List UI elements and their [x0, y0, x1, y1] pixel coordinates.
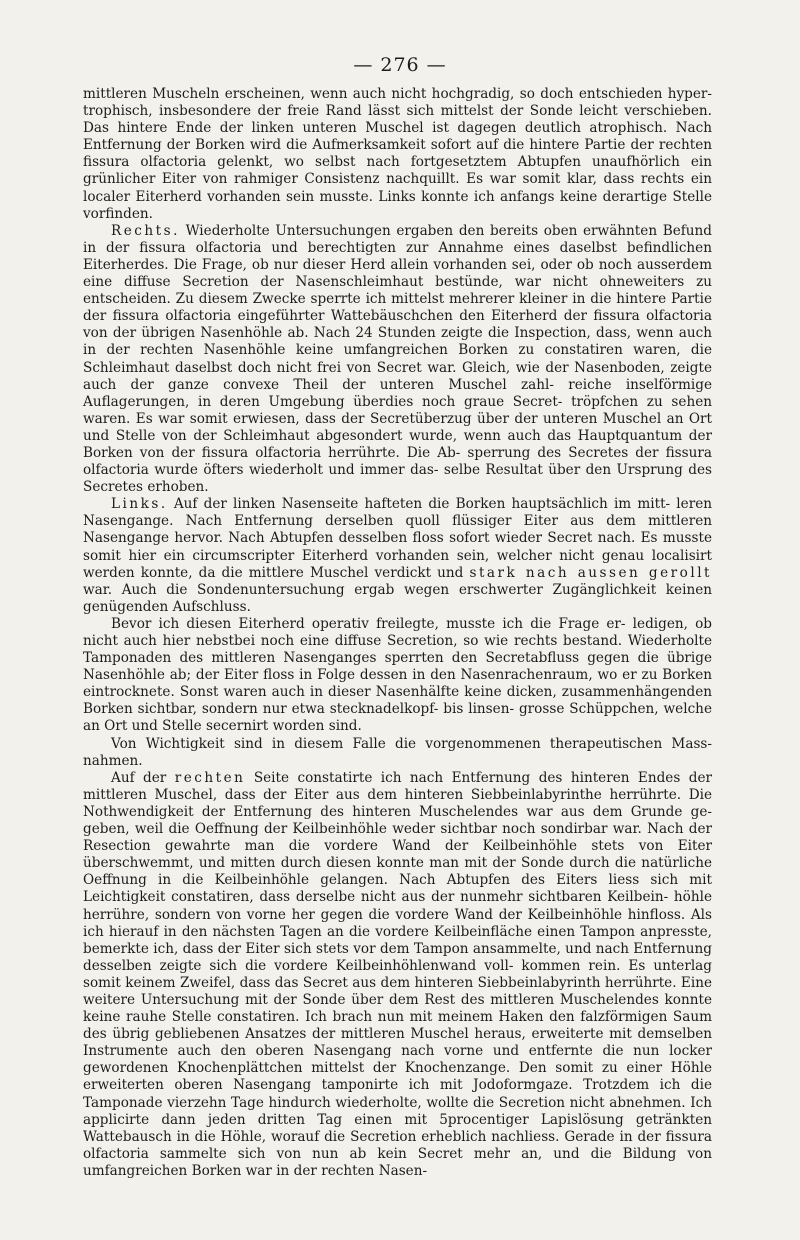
paragraph-bevor: Bevor ich diesen Eiterherd operativ freilegte, musste ich die Frage er- ledigen, ob nicht auch hier nebstbei noch eine diffuse Secretion, so wie rechts bestand. Wiederholte Tamponaden des mittleren Nasenganges sperrten den Secretabfluss gegen die übrige Nasenhöhle ab; der Eiter floss in Folge dessen in den Nasenrachenraum, wo er zu Borken eintrocknete. Sonst waren auch in dieser Nasenhälfte keine dicken, zusammenhängenden Borken sichtbar, sondern nur etwa stecknadelkopf- bis linsen- grosse Schüppchen, welche an Ort und Stelle secernirt worden sind.: [83, 615, 712, 735]
paragraph-rechts-text: Wiederholte Untersuchungen ergaben den bereits oben erwähnten Befund in der fissura olfactoria und berechtigten zur Annahme eines daselbst befindlichen Eiterherdes. Die Frage, ob nur dieser Herd allein vorhanden sei, oder ob noch ausserdem eine diffuse Secretion der Nasenschleimhaut bestünde, war nicht ohneweiters zu entscheiden. Zu diesem Zwecke sperrte ich mittelst mehrerer kleiner in die hintere Partie der fissura olfactoria eingeführter Wattebäuschchen den Eiterherd der fissura olfactoria von der übrigen Nasenhöhle ab. Nach 24 Stunden zeigte die Inspection, dass, wenn auch in der rechten Nasenhöhle keine umfangreichen Borken zu constatiren waren, die Schleimhaut daselbst doch nicht frei von Secret war. Gleich, wie der Nasenboden, zeigte auch der ganze convexe Theil der unteren Muschel zahl- reiche inselförmige Auflagerungen, in deren Umgebung überdies noch graue Secret- tröpfchen zu sehen waren. Es war somit erwiesen, dass der Secretüberzug über der unteren Muschel an Ort und Stelle von der Schleimhaut abgesondert wurde, wenn auch das Hauptquantum der Borken von der fissura olfactoria herrührte. Die Ab- sperrung des Secretes der fissura olfactoria wurde öfters wiederholt und immer das- selbe Resultat über den Ursprung des Secretes erhoben.: [83, 222, 712, 496]
emphasis-rechten: rechten: [174, 769, 246, 786]
paragraph-1: mittleren Muscheln erscheinen, wenn auch nicht hochgradig, so doch entschieden hyper- trophisch, insbesondere der freie Rand lässt sich mittelst der Sonde leicht verschieben. Das hintere Ende der linken unteren Muschel ist dagegen deutlich atrophisch. Nach Entfernung der Borken wird die Aufmerksamkeit sofort auf die hintere Partie der rechten fissura olfactoria gelenkt, wo selbst nach fortgesetztem Abtupfen unaufhörlich ein grünlicher Eiter von rahmiger Consistenz nachquillt. Es war somit klar, dass rechts ein localer Eiterherd vorhanden sein musste. Links konnte ich anfangs keine derartige Stelle vorfinden.: [83, 86, 712, 222]
emphasis-stark-nach-aussen: stark nach aussen gerollt: [469, 564, 713, 581]
paragraph-rechts: [83, 223, 712, 497]
paragraph-links-text: Auf der linken Nasenseite hafteten die Borken hauptsächlich im mitt- leren Nasengange. Nach Entfernung derselben quoll flüssiger Eiter aus dem mittleren Nasengange hervor. Nach Abtupfen desselben floss sofort wieder Secret nach. Es musste somit hier ein circumscripter Eiterherd vorhanden sein, welcher nicht genau localisirt werden konnte, da die mittlere Muschel verdickt und: [83, 496, 712, 581]
paragraph-rechten-seite: [83, 770, 712, 1180]
paragraph-links: [83, 496, 712, 616]
page-number: — 276 —: [353, 54, 447, 76]
paragraph-wichtigkeit: Von Wichtigkeit sind in diesem Falle die vorgenommenen therapeutischen Mass- nahmen.: [83, 735, 712, 769]
paragraph-links-tail: war. Auch die Sondenuntersuchung ergab wegen erschwerter Zugänglichkeit keinen genügenden Aufschluss.: [83, 581, 712, 615]
paragraph-rechten-lead: Auf der: [111, 769, 175, 786]
paragraph-rechten-text: Seite constatirte ich nach Entfernung des hinteren Endes der mittleren Muschel, dass der Eiter aus dem hinteren Siebbeinlabyrinthe herrührte. Die Nothwendigkeit der Entfernung des hinteren Muschelendes war aus dem Grunde ge- geben, weil die Oeffnung der Keilbeinhöhle weder sichtbar noch sondirbar war. Nach der Resection gewahrte man die vordere Wand der Keilbeinhöhle stets von Eiter überschwemmt, und mitten durch diesen konnte man mit der Sonde durch die natürliche Oeffnung in die Keilbeinhöhle gelangen. Nach Abtupfen des Eiters liess sich mit Leichtigkeit constatiren, dass derselbe nicht aus der nunmehr sichtbaren Keilbein- höhle herrühre, sondern von vorne her gegen die vordere Wand der Keilbeinhöhle hinfloss. Als ich hierauf in den nächsten Tagen an die vordere Keilbeinfläche einen Tampon anpresste, bemerkte ich, dass der Eiter sich stets vor dem Tampon ansammelte, und nach Entfernung desselben zeigte sich die vordere Keilbeinhöhlenwand voll- kommen rein. Es unterlag somit keinem Zweifel, dass das Secret aus dem hinteren Siebbeinlabyrinth herrührte. Eine weitere Untersuchung mit der Sonde über dem Rest des mittleren Muschelendes konnte keine rauhe Stelle constatiren. Ich brach nun mit meinem Haken den falzförmigen Saum des übrig gebliebenen Ansatzes der mittleren Muschel heraus, erweiterte mit demselben Instrumente auch den oberen Nasengang nach vorne und entfernte die nun locker gewordenen Knochenplättchen mittelst der Knochenzange. Den somit zu einer Höhle erweiterten oberen Nasengang tamponirte ich mit Jodoformgaze. Trotzdem ich die Tamponade vierzehn Tage hindurch wiederholte, wollte die Secretion nicht abnehmen. Ich applicirte dann jeden dritten Tag einen mit 5procentiger Lapislösung getränkten Wattebausch in die Höhle, worauf die Secretion erheblich nachliess. Gerade in der fissura olfactoria sammelte sich von nun ab kein Secret mehr an, und die Bildung von umfangreichen Borken war in der rechten Nasen-: [83, 769, 712, 1179]
section-heading-links: Links.: [111, 496, 168, 513]
section-heading-rechts: Rechts.: [111, 222, 180, 239]
body-text: [83, 86, 712, 1180]
